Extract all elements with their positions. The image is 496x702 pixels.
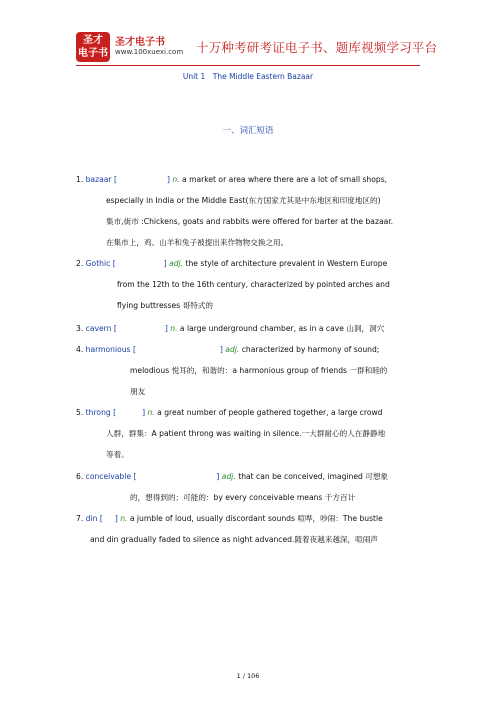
entry-definition: a market or area where there are a lot of small shops, [182, 175, 388, 184]
entry-pos: adj. [225, 345, 240, 354]
entry-pos: n. [170, 324, 178, 333]
entry-number: 6. [76, 472, 84, 481]
entry-continuation: 集市,街市 :Chickens, goats and rabbits were offered for barter at the bazaar. [106, 217, 394, 226]
brand-name: 圣才电子书 [115, 37, 165, 48]
entry-continuation: 朋友 [130, 387, 146, 396]
page-number: 1 / 106 [236, 672, 260, 680]
entry-harmonious: 4. harmonious [ ] adj. characterized by harmony of sound; [76, 345, 380, 354]
entry-continuation: 的，想得到的；可能的：by every conceivable means 千方百计 [130, 493, 356, 502]
entry-cavern: 3. cavern [ ] n. a large underground chamber, as in a cave 山洞，洞穴 [76, 324, 385, 333]
unit-title: Unit 1 The Middle Eastern Bazaar [182, 72, 314, 81]
entry-continuation: flying buttresses 哥特式的 [117, 301, 213, 310]
entry-word: harmonious [85, 345, 131, 354]
entry-continuation: 等着。 [106, 450, 129, 459]
entry-word: conceivable [85, 472, 132, 481]
entry-continuation: especially in India or the Middle East(东方国家尤其是中东地区和印度地区的) [106, 196, 381, 205]
entry-word: throng [85, 408, 111, 417]
entry-definition: the style of architecture prevalent in Western Europe [185, 259, 388, 268]
entry-definition: a great number of people gathered together, a large crowd [157, 408, 383, 417]
logo [76, 32, 110, 62]
entry-word: cavern [85, 324, 112, 333]
entry-pos: n. [172, 175, 180, 184]
entry-definition: characterized by harmony of sound; [241, 345, 380, 354]
entry-din: 7. din [ ] n. a jumble of loud, usually discordant sounds 喧哗，吵闹：The bustle [76, 514, 383, 523]
header-slogan: 十万种考研考证电子书、题库视频学习平台 [196, 40, 438, 55]
entry-definition: that can be conceived, imagined 可想象 [238, 472, 389, 481]
entry-pos: n. [120, 514, 128, 523]
entry-continuation: from the 12th to the 16th century, characterized by pointed arches and [117, 280, 390, 289]
entry-number: 5. [76, 408, 84, 417]
entry-continuation: and din gradually faded to silence as night advanced.随着夜越来越深，喧闹声 [90, 535, 378, 544]
entry-word: Gothic [85, 259, 111, 268]
entry-word: bazaar [85, 175, 112, 184]
logo-text-bottom: 电子书 [78, 48, 108, 59]
entry-continuation: melodious 悦耳的，和谐的：a harmonious group of friends 一群和睦的 [130, 366, 388, 375]
entry-pos: adj. [221, 472, 236, 481]
entry-number: 3. [76, 324, 84, 333]
entry-gothic: 2. Gothic [ ] adj. the style of architecture prevalent in Western Europe [76, 259, 388, 268]
brand-url[interactable]: www.100xuexi.com [115, 48, 184, 56]
entry-continuation: 在集市上，鸡、山羊和兔子被提出来作物物交换之用。 [106, 238, 289, 247]
entry-bazaar: 1. bazaar [ ] n. a market or area where there are a lot of small shops, [76, 175, 388, 184]
entry-continuation: 人群，群集：A patient throng was waiting in silence.一大群耐心的人在静静地 [106, 429, 386, 438]
entry-word: din [85, 514, 98, 523]
entry-definition: a large underground chamber, as in a cave 山洞，洞穴 [179, 324, 385, 333]
logo-text-top: 圣才 [83, 35, 103, 46]
header-divider [76, 65, 420, 66]
entry-pos: adj. [169, 259, 184, 268]
entry-number: 2. [76, 259, 84, 268]
entry-definition: a jumble of loud, usually discordant sounds 喧哗，吵闹：The bustle [129, 514, 383, 523]
entry-number: 1. [76, 175, 84, 184]
entry-number: 4. [76, 345, 84, 354]
entry-throng: 5. throng [ ] n. a great number of people gathered together, a large crowd [76, 408, 383, 417]
section-title: 一、词汇短语 [222, 126, 274, 136]
entry-number: 7. [76, 514, 84, 523]
entry-conceivable: 6. conceivable [ ] adj. that can be conceived, imagined 可想象 [76, 472, 389, 481]
entry-pos: n. [147, 408, 155, 417]
